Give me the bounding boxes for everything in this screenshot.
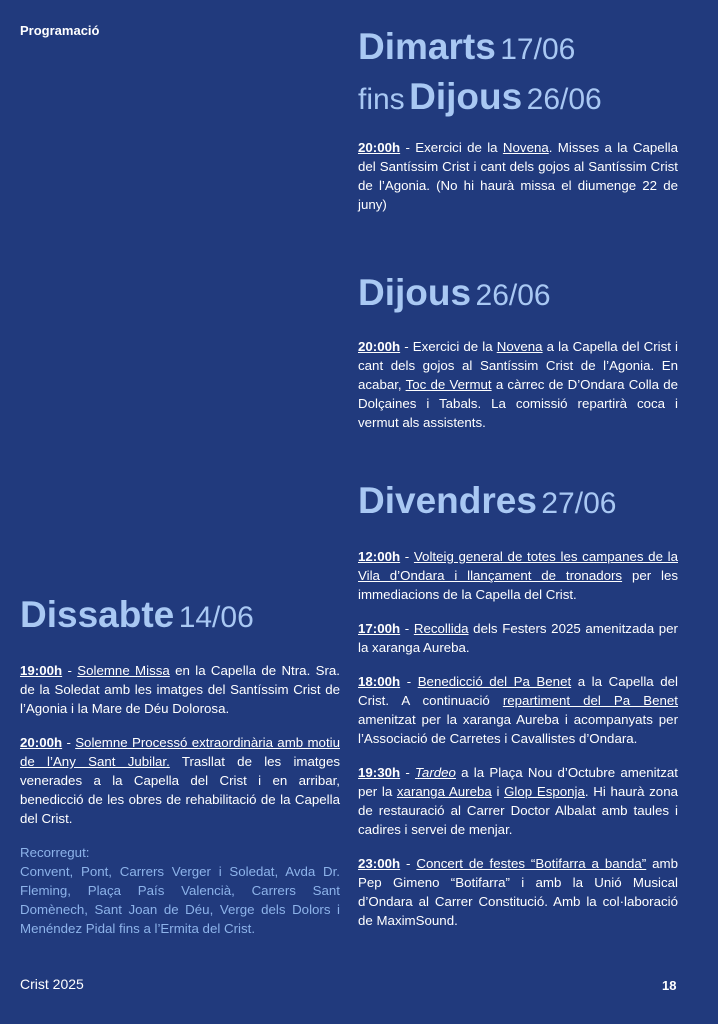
footer-title: Crist 2025 [20,976,84,992]
route-label: Recorregut: [20,845,90,860]
entry-12h: 12:00h - Volteig general de totes les campanes de la Vila d’Ondara i llançament de tronadors per les immediacions de la Capella del Crist. [358,549,679,602]
day-date: 14/06 [178,601,254,634]
block2-text: 20:00h - Exercici de la Novena a la Capella del Crist i cant dels gojos al Santíssim Crist de l’Agonia. En acabar, Toc de Vermut a càrrec de D’Ondara Colla de Dolçaines i Tabals. La comissió repartirà coca i vermut als assistents. [358,339,679,430]
entry-17h: 17:00h - Recollida dels Festers 2025 amenitzada per la xaranga Aureba. [358,621,678,655]
block3-text [358,547,678,945]
novena-link[interactable]: Novena [502,140,549,155]
entry-20h: 20:00h - Solemne Processó extraordinària amb motiu de l’Any Sant Jubilar. Trasllat de les imatges venerades a la Capella del Crist i en arribar, benedicció de les obres de rehabilitació de la Capella del Crist. [20,735,340,826]
event-link[interactable]: Solemne Processó extraordinària amb motiu de l’Any Sant Jubilar. [20,735,340,769]
heading-dissabte [20,596,254,633]
event-link[interactable]: Tardeo [415,765,456,780]
event-link[interactable]: Volteig general de totes les campanes de la Vila d’Ondara i llançament de tronadors [358,549,678,583]
heading-fins-dijous: fins Dijous 26/06 [358,76,602,117]
entry-18h: 18:00h - Benedicció del Pa Benet a la Capella del Crist. A continuació repartiment del Pa Benet amenitzat per la xaranga Aureba i acompanyats per l’Associació de Carretes i Cavallistes d’Ondara. [358,674,678,746]
event-link[interactable]: Concert de festes “Botifarra a banda” [416,856,647,871]
route [20,843,340,938]
event-link[interactable]: Solemne Missa [77,663,170,678]
day-name: Dissabte [20,594,175,635]
heading-divendres: Divendres 27/06 [358,480,617,521]
event-link[interactable]: Benedicció del Pa Benet [417,674,572,689]
event-link[interactable]: Recollida [413,621,469,636]
novena-link[interactable]: Novena [496,339,543,354]
page-number: 18 [662,978,677,993]
left-schedule [20,661,340,938]
entry-23h: 23:00h - Concert de festes “Botifarra a banda” amb Pep Gimeno “Botifarra” i amb la Unió Musical d’Ondara al Carrer Constitució. Amb la col·laboració de MaximSound. [358,856,679,928]
heading-dijous: Dijous 26/06 [358,272,551,313]
section-label: Programació [20,23,100,38]
block1-text: 20:00h - Exercici de la Novena. Misses a la Capella del Santíssim Crist i cant dels gojos al Santíssim Crist de l’Agonia. (No hi haurà missa el diumenge 22 de juny) [358,140,678,212]
route-text: Convent, Pont, Carrers Verger i Soledat, Avda Dr. Fleming, Plaça País Valencià, Carrers Sant Domènech, Sant Joan de Déu, Verge dels Dolors i Menéndez Pidal fins a l’Ermita del Crist. [20,864,340,936]
heading-dimarts: Dimarts 17/06 [358,26,576,67]
event-link[interactable]: Glop Esponja [504,784,585,799]
entry-19h: 19:00h - Solemne Missa en la Capella de Ntra. Sra. de la Soledat amb les imatges del Santíssim Crist de l’Agonia i la Mare de Déu Dolorosa. [20,663,340,716]
event-link[interactable]: repartiment del Pa Benet [502,693,678,708]
entry-1930h: 19:30h - Tardeo a la Plaça Nou d’Octubre amenitzat per la xaranga Aureba i Glop Esponja. Hi haurà zona de restauració al Carrer Doctor Albalat amb taules i cadires i servei de menjar. [358,765,678,837]
event-link[interactable]: xaranga Aureba [396,784,492,799]
vermut-link[interactable]: Toc de Vermut [405,377,492,392]
